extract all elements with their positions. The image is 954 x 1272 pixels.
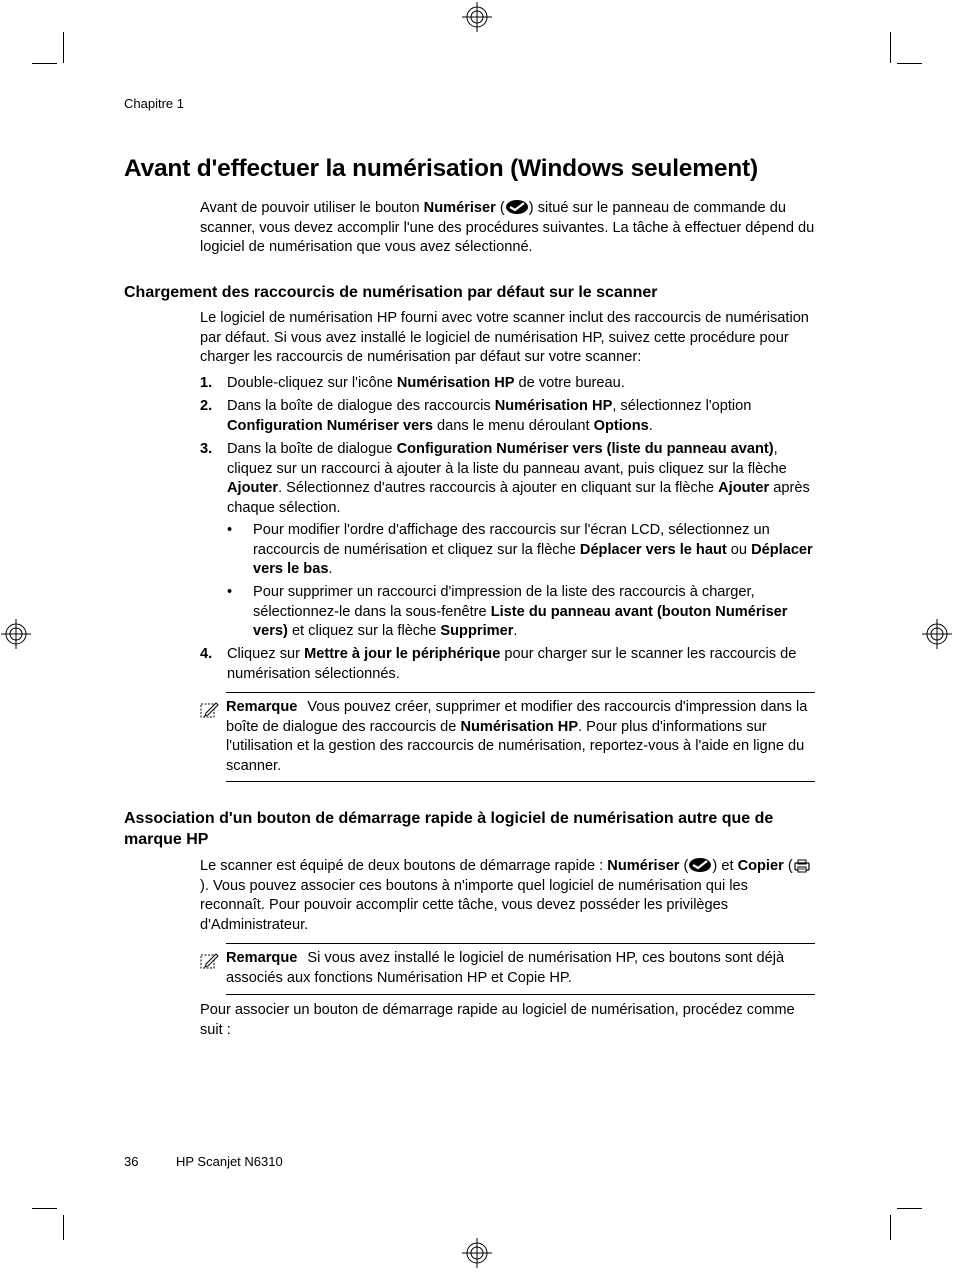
crop-mark (63, 1215, 64, 1240)
crop-mark (890, 32, 891, 63)
copy-button-icon (793, 858, 811, 873)
note-divider (226, 781, 815, 782)
crop-mark (897, 1208, 922, 1209)
running-header: Chapitre 1 (124, 96, 184, 111)
crop-mark (32, 63, 57, 64)
note-box: Remarque Vous pouvez créer, supprimer et modifier des raccourcis d'impression dans la boîte de dialogue des raccourcis de Numérisation HP. Pour plus d'informations sur l'utilisation et la gestion des raccourcis de numérisation, reportez-vous à l'aide en ligne du scanner. (200, 698, 816, 776)
scan-button-icon (688, 857, 712, 873)
registration-mark-icon (1, 619, 31, 649)
crop-mark (890, 1215, 891, 1240)
registration-mark-icon (922, 619, 952, 649)
section-paragraph: Le logiciel de numérisation HP fourni avec votre scanner inclut des raccourcis de numérisation par défaut. Si vous avez installé le logiciel de numérisation HP, suivez cette procédure pour charger les raccourcis de numérisation par défaut sur votre scanner: (200, 310, 809, 365)
list-item: 4. Cliquez sur Mettre à jour le périphérique pour charger sur le scanner les raccourcis de numérisation sélectionnés. (200, 646, 797, 682)
product-name: HP Scanjet N6310 (176, 1154, 283, 1169)
intro-paragraph: Avant de pouvoir utiliser le bouton Numériser ( ) situé sur le panneau de commande du scanner, vous devez accomplir l'une des procédures suivantes. La tâche à effectuer dépend du logiciel de numérisation que vous avez sélectionné. (200, 200, 815, 255)
note-pencil-icon (200, 952, 220, 970)
note-divider (226, 692, 815, 693)
scan-button-icon (505, 199, 529, 215)
section-heading: Association d'un bouton de démarrage rapide à logiciel de numérisation autre que de marque HP (124, 810, 774, 848)
registration-mark-icon (462, 1238, 492, 1268)
list-item: 1. Double-cliquez sur l'icône Numérisation HP de votre bureau. (200, 375, 625, 391)
crop-mark (32, 1208, 57, 1209)
closing-paragraph: Pour associer un bouton de démarrage rapide au logiciel de numérisation, procédez comme suit : (200, 1002, 795, 1038)
page-number: 36 (124, 1154, 139, 1169)
note-divider (226, 943, 815, 944)
list-item: 2. Dans la boîte de dialogue des raccourcis Numérisation HP, sélectionnez l'option Configuration Numériser vers dans le menu déroulant Options. (200, 398, 752, 434)
list-item: 3. Dans la boîte de dialogue Configuration Numériser vers (liste du panneau avant), cliquez sur un raccourci à ajouter à la liste du panneau avant, puis cliquez sur la flèche Ajouter. Sélectionnez d'autres raccourcis à ajouter en cliquant sur la flèche Ajouter après chaque sélection. (200, 441, 810, 516)
page-title: Avant d'effectuer la numérisation (Windows seulement) (124, 155, 758, 182)
registration-mark-icon (462, 2, 492, 32)
note-pencil-icon (200, 701, 220, 719)
note-divider (226, 994, 815, 995)
section-paragraph: Le scanner est équipé de deux boutons de démarrage rapide : Numériser ( ) et Copier (). Vous pouvez associer ces boutons à n'importe quel logiciel de numérisation qui les reconnaît. Pour pouvoir accomplir cette tâche, vous devez posséder les privilèges d'Administrateur. (200, 857, 816, 935)
bullet-item: • Pour supprimer un raccourci d'impression de la liste des raccourcis à charger, sélectionnez-le dans la sous-fenêtre Liste du panneau avant (bouton Numériser vers) et cliquez sur la flèche Supprimer. (227, 584, 788, 639)
crop-mark (897, 63, 922, 64)
note-box: Remarque Si vous avez installé le logiciel de numérisation HP, ces boutons sont déjà associés aux fonctions Numérisation HP et Copie HP. (200, 949, 816, 988)
section-heading: Chargement des raccourcis de numérisation par défaut sur le scanner (124, 284, 658, 301)
crop-mark (63, 32, 64, 63)
bullet-item: • Pour modifier l'ordre d'affichage des raccourcis sur l'écran LCD, sélectionnez un raccourcis de numérisation et cliquez sur la flèche Déplacer vers le haut ou Déplacer vers le bas. (227, 522, 813, 577)
